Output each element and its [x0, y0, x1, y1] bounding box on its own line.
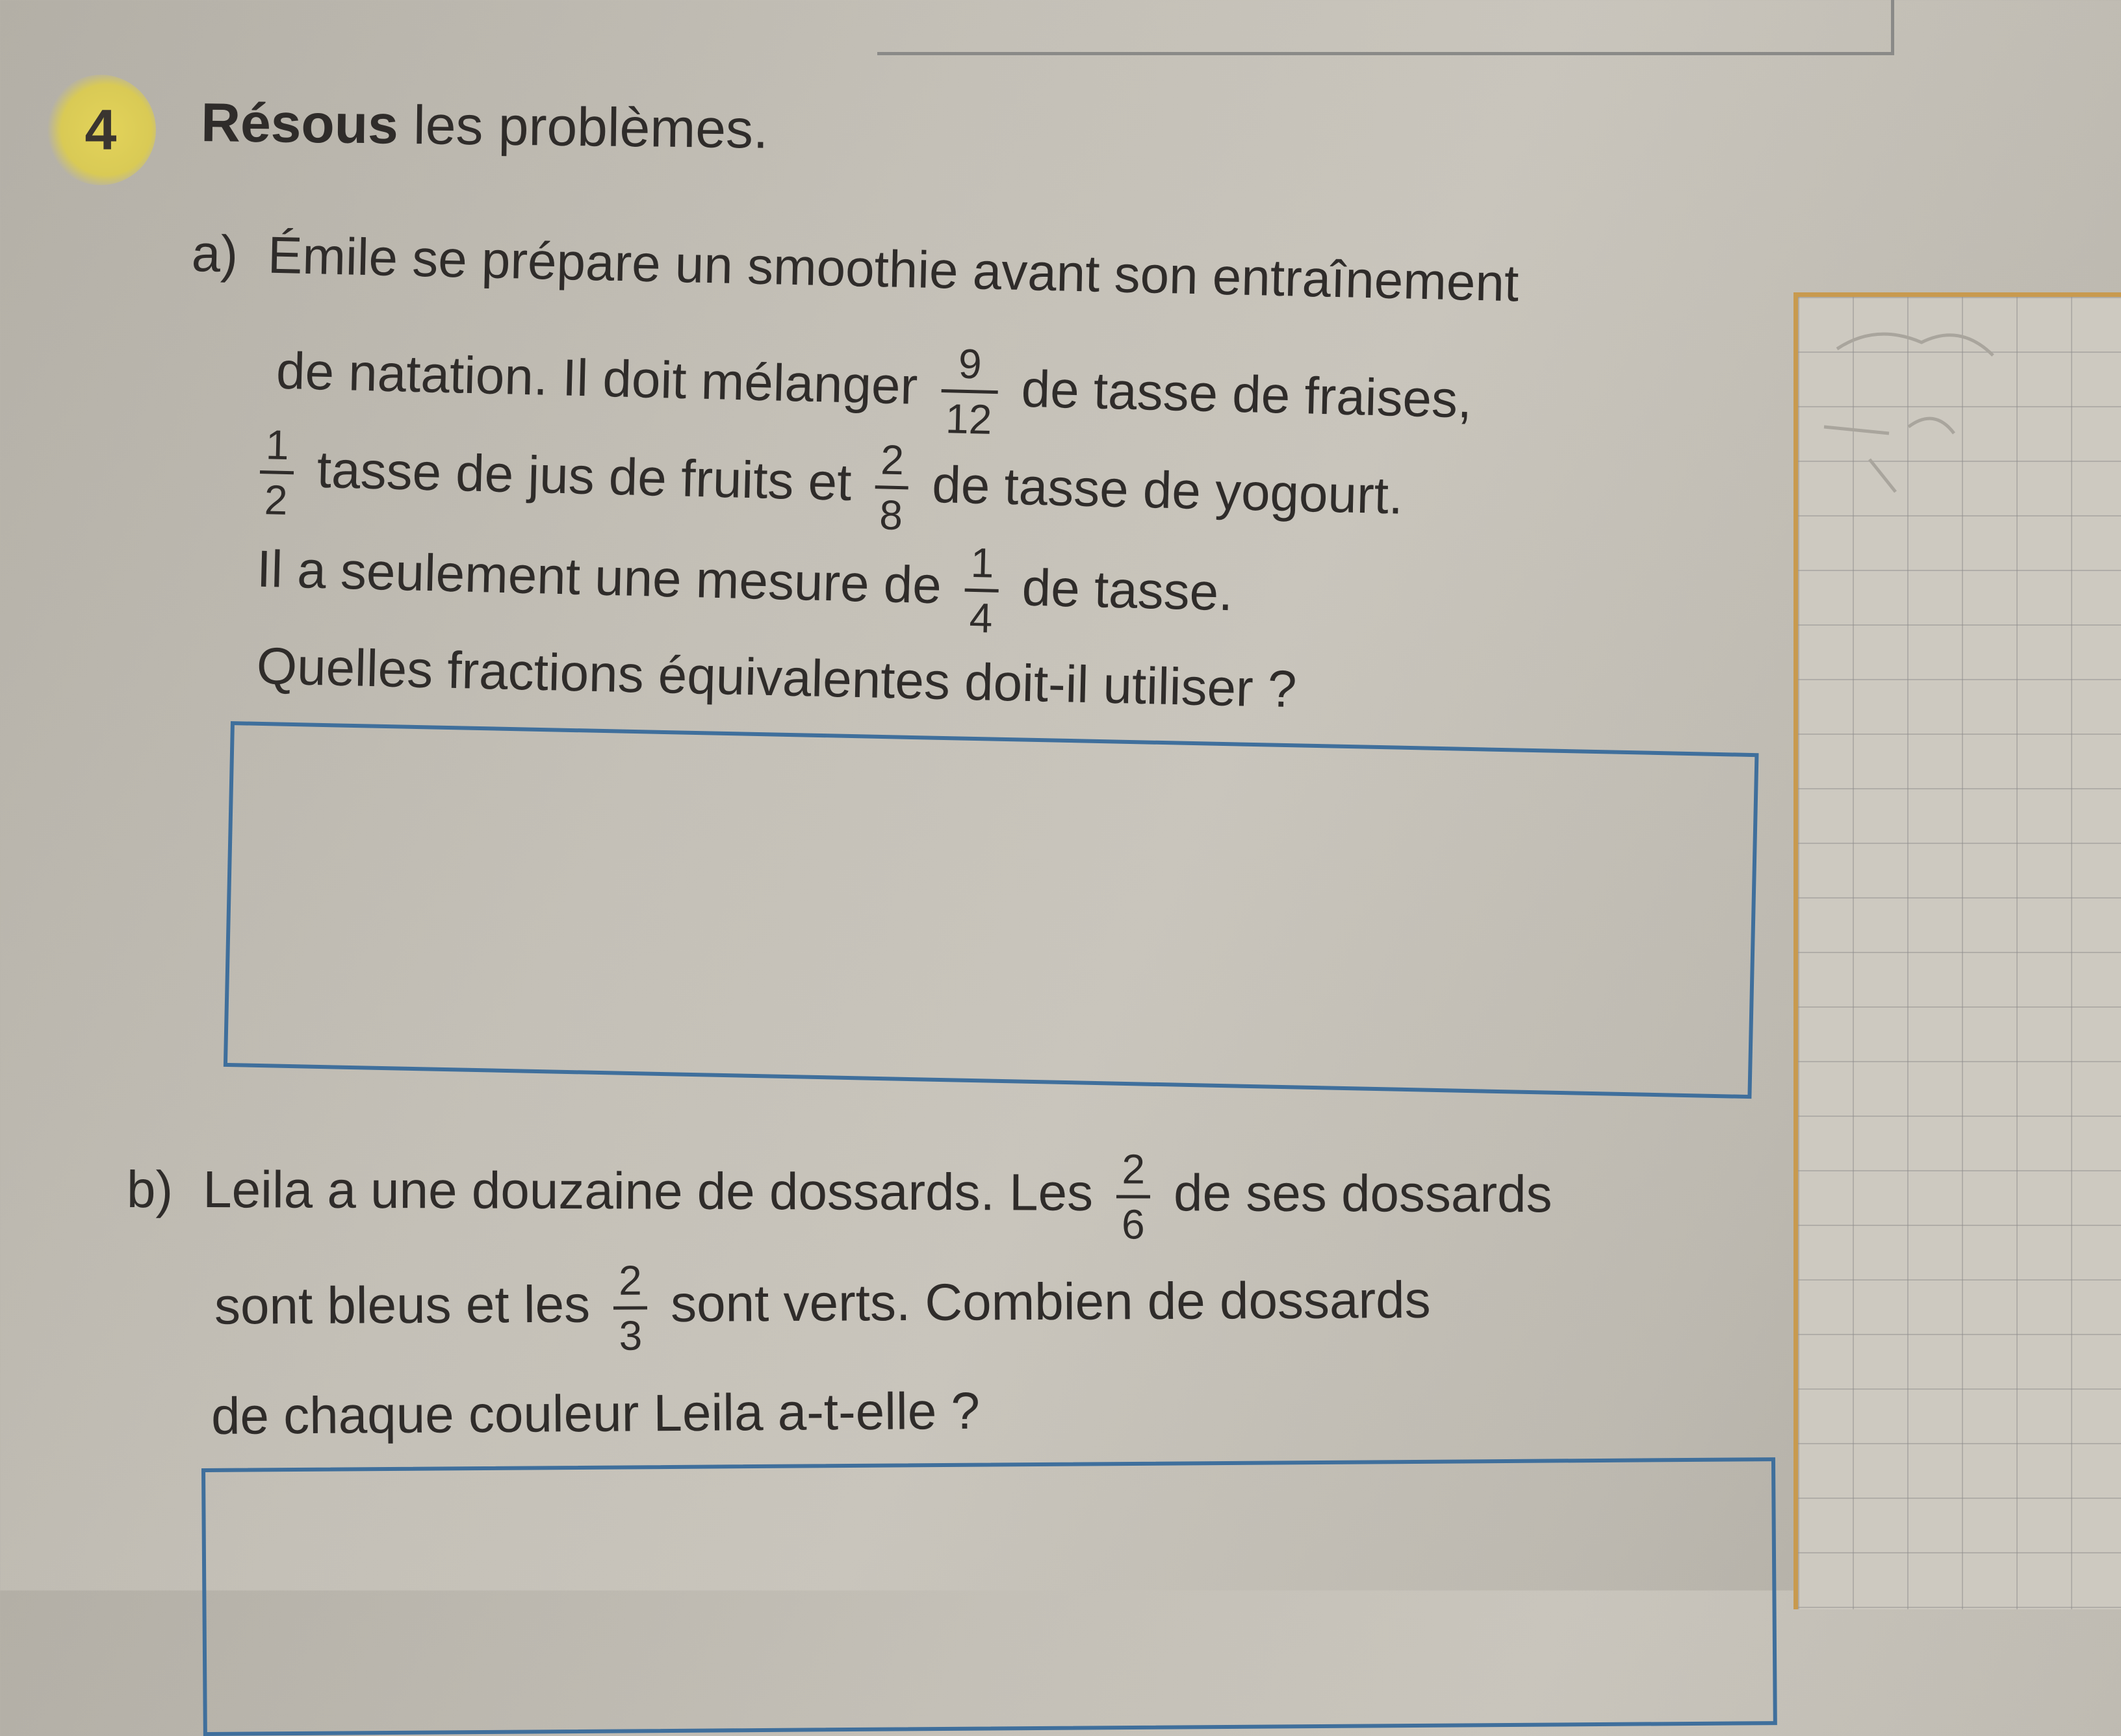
- instruction: [201, 91, 769, 161]
- problem-b-text: Leila a une douzaine de dossards. Les: [203, 1160, 1094, 1221]
- numerator: 1: [970, 539, 995, 587]
- numerator: 2: [1122, 1145, 1146, 1193]
- problem-b-line-1: [127, 1143, 1552, 1248]
- fraction-bar: [613, 1307, 647, 1310]
- problem-a-question-text: Quelles fractions équivalentes doit-il utiliser ?: [256, 637, 1298, 719]
- instruction-verb: Résous: [200, 91, 399, 155]
- problem-a-marker: a): [191, 224, 239, 283]
- problem-a-text: de tasse.: [1021, 558, 1234, 622]
- problem-b-text: sont bleus et les: [214, 1275, 591, 1335]
- fraction-1-4: [964, 541, 999, 641]
- exercise-number-badge: [45, 75, 156, 185]
- fraction-9-12: [940, 341, 999, 442]
- problem-b-line-3: [211, 1381, 981, 1445]
- instruction-rest: les problèmes.: [398, 94, 769, 160]
- fraction-bar: [875, 485, 908, 489]
- numerator: 2: [618, 1257, 642, 1304]
- fraction-2-8: [874, 437, 910, 537]
- problem-b-text: de ses dossards: [1173, 1164, 1552, 1223]
- fraction-bar: [941, 389, 997, 394]
- problem-a-text: Il a seulement une mesure de: [256, 539, 942, 615]
- problem-a-text: de tasse de fraises,: [1020, 359, 1473, 429]
- problem-b-marker: b): [126, 1160, 174, 1218]
- problem-a-text: de natation. Il doit mélanger: [276, 341, 919, 415]
- exercise-number: 4: [84, 97, 117, 162]
- denominator: 4: [968, 594, 994, 642]
- problem-a-text: tasse de jus de fruits et: [316, 440, 853, 511]
- numerator: 1: [265, 421, 290, 469]
- pencil-scribbles: [1798, 297, 2121, 1609]
- fraction-1-2: [259, 422, 294, 522]
- problem-b-text: de chaque couleur Leila a-t-elle ?: [211, 1381, 981, 1445]
- numerator: 9: [958, 340, 983, 388]
- problem-b-line-2: [214, 1254, 1431, 1360]
- denominator: 2: [264, 476, 289, 524]
- denominator: 3: [619, 1312, 643, 1359]
- problem-a-text: de tasse de yogourt.: [931, 455, 1404, 525]
- numerator: 2: [880, 436, 905, 484]
- problem-a-line-1: [191, 224, 1520, 313]
- problem-b-text: sont verts. Combien de dossards: [670, 1270, 1431, 1333]
- previous-answer-box-edge: [877, 0, 1894, 55]
- fraction-bar: [1116, 1195, 1150, 1198]
- denominator: 8: [879, 491, 903, 539]
- problem-a-text: Émile se prépare un smoothie avant son entraînement: [267, 225, 1520, 313]
- denominator: 6: [1121, 1201, 1145, 1248]
- problem-a-question: [256, 637, 1298, 719]
- grid-paper-area: [1793, 292, 2121, 1609]
- answer-box-b[interactable]: [201, 1457, 1777, 1736]
- fraction-bar: [260, 470, 294, 474]
- denominator: 12: [945, 395, 993, 443]
- fraction-bar: [965, 589, 999, 593]
- answer-box-a[interactable]: [224, 721, 1759, 1099]
- fraction-2-6: [1116, 1147, 1150, 1246]
- fraction-2-3: [613, 1258, 647, 1358]
